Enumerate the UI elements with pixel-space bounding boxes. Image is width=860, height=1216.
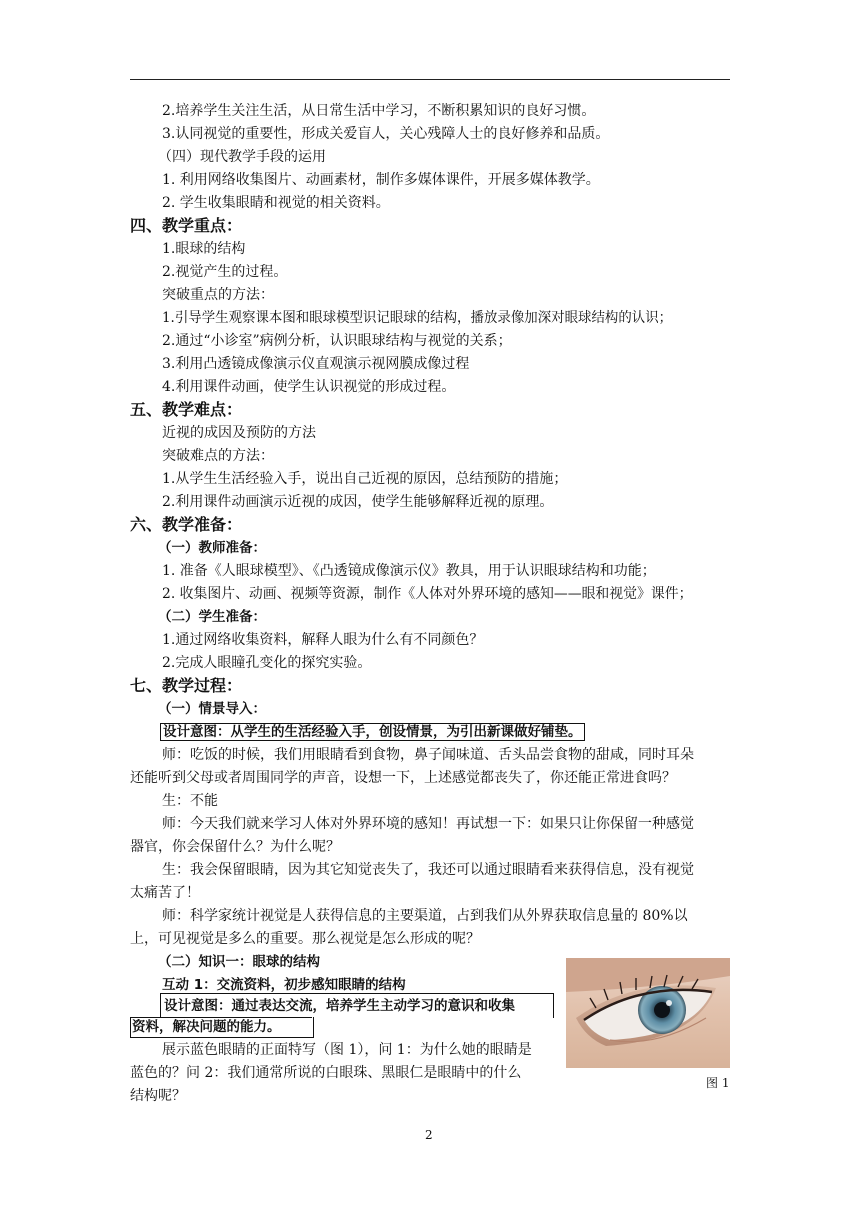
text-line: 结构呢？	[130, 1088, 186, 1104]
section-heading: 五、教学难点：	[130, 400, 243, 419]
design-intent-text: 设计意图：从学生的生活经验入手，创设情景，为引出新课做好铺垫。	[160, 723, 585, 741]
design-intent-text: 资料，解决问题的能力。	[132, 1019, 281, 1035]
text-line: 2.视觉产生的过程。	[162, 264, 288, 280]
text-line: 蓝色的？问 2：我们通常所说的白眼珠、黑眼仁是眼睛中的什么	[130, 1065, 522, 1081]
text-line: 1.眼球的结构	[162, 241, 246, 257]
section-heading: 四、教学重点：	[130, 216, 243, 235]
text-line	[162, 584, 698, 604]
eye-illustration	[566, 958, 730, 1068]
text-line: （四）现代教学手段的运用	[158, 149, 326, 165]
section-heading: 七、教学过程：	[130, 676, 243, 695]
text-line: 2.培养学生关注生活，从日常生活中学习，不断积累知识的良好习惯。	[162, 103, 596, 119]
text-line: 生：不能	[162, 793, 218, 809]
text-line: 4.利用课件动画，使学生认识视觉的形成过程。	[162, 379, 456, 395]
header-rule	[130, 79, 730, 80]
text-line: 2.通过“小诊室”病例分析，认识眼球结构与视觉的关系；	[162, 333, 512, 349]
subsection-heading: （一）情景导入：	[158, 701, 266, 717]
text-line: 太痛苦了！	[130, 885, 200, 901]
text-line: 展示蓝色眼睛的正面特写（图 1），问 1：为什么她的眼睛是	[162, 1042, 532, 1058]
design-intent-box	[160, 722, 585, 742]
text-span: 1.引导学生观察课本图和眼球模型识记眼球的结构，播放录像加深对眼球结构的认识；	[162, 310, 673, 326]
interaction-heading: 互动 1：交流资料，初步感知眼睛的结构	[162, 977, 406, 993]
page-number: 2	[425, 1128, 433, 1142]
figure-caption: 图 1	[706, 1076, 730, 1090]
text-line: 近视的成因及预防的方法	[162, 425, 316, 441]
text-line: 3.利用凸透镜成像演示仪直观演示视网膜成像过程	[162, 356, 470, 372]
eye-photo	[566, 958, 730, 1068]
text-line: 突破重点的方法：	[162, 287, 274, 303]
text-line: 3.认同视觉的重要性，形成关爱盲人，关心残障人士的良好修养和品质。	[162, 126, 610, 142]
text-span: 2. 收集图片、动画、视频等资源，制作《人体对外界环境的感知——眼和视觉》课件；	[162, 586, 693, 602]
text-line: 2.利用课件动画演示近视的成因，使学生能够解释近视的原理。	[162, 494, 554, 510]
subsection-heading: （一）教师准备：	[158, 540, 266, 556]
text-line: 2.完成人眼瞳孔变化的探究实验。	[162, 655, 372, 671]
subsection-heading: （二）学生准备：	[158, 609, 266, 625]
text-line: 师：今天我们就来学习人体对外界环境的感知！再试想一下：如果只让你保留一种感觉	[162, 816, 694, 832]
text-line: 1. 利用网络收集图片、动画素材，制作多媒体课件，开展多媒体教学。	[162, 172, 600, 188]
text-line: 2. 学生收集眼睛和视觉的相关资料。	[162, 195, 390, 211]
design-intent-text: 设计意图：通过表达交流，培养学生主动学习的意识和收集	[164, 998, 515, 1014]
text-line: 师：科学家统计视觉是人获得信息的主要渠道，占到我们从外界获取信息量的 80%以	[162, 908, 688, 924]
text-line: 师：吃饭的时候，我们用眼睛看到食物，鼻子闻味道、舌头品尝食物的甜咸，同时耳朵	[162, 747, 694, 763]
text-line: 上，可见视觉是多么的重要。那么视觉是怎么形成的呢？	[130, 931, 480, 947]
text-line: 器官，你会保留什么？为什么呢？	[130, 839, 340, 855]
text-line	[162, 308, 693, 328]
subsection-heading: （二）知识一：眼球的结构	[158, 954, 320, 970]
text-line: 突破难点的方法：	[162, 448, 274, 464]
text-line: 1. 准备《人眼球模型》、《凸透镜成像演示仪》教具，用于认识眼球结构和功能；	[162, 563, 656, 579]
section-heading: 六、教学准备：	[130, 515, 243, 534]
text-line: 还能听到父母或者周围同学的声音，设想一下，上述感觉都丧失了，你还能正常进食吗？	[130, 770, 676, 786]
text-line: 1.通过网络收集资料，解释人眼为什么有不同颜色？	[162, 632, 484, 648]
text-line: 生：我会保留眼睛，因为其它知觉丧失了，我还可以通过眼睛看来获得信息，没有视觉	[162, 862, 694, 878]
text-line: 1.从学生生活经验入手，说出自己近视的原因，总结预防的措施；	[162, 471, 568, 487]
